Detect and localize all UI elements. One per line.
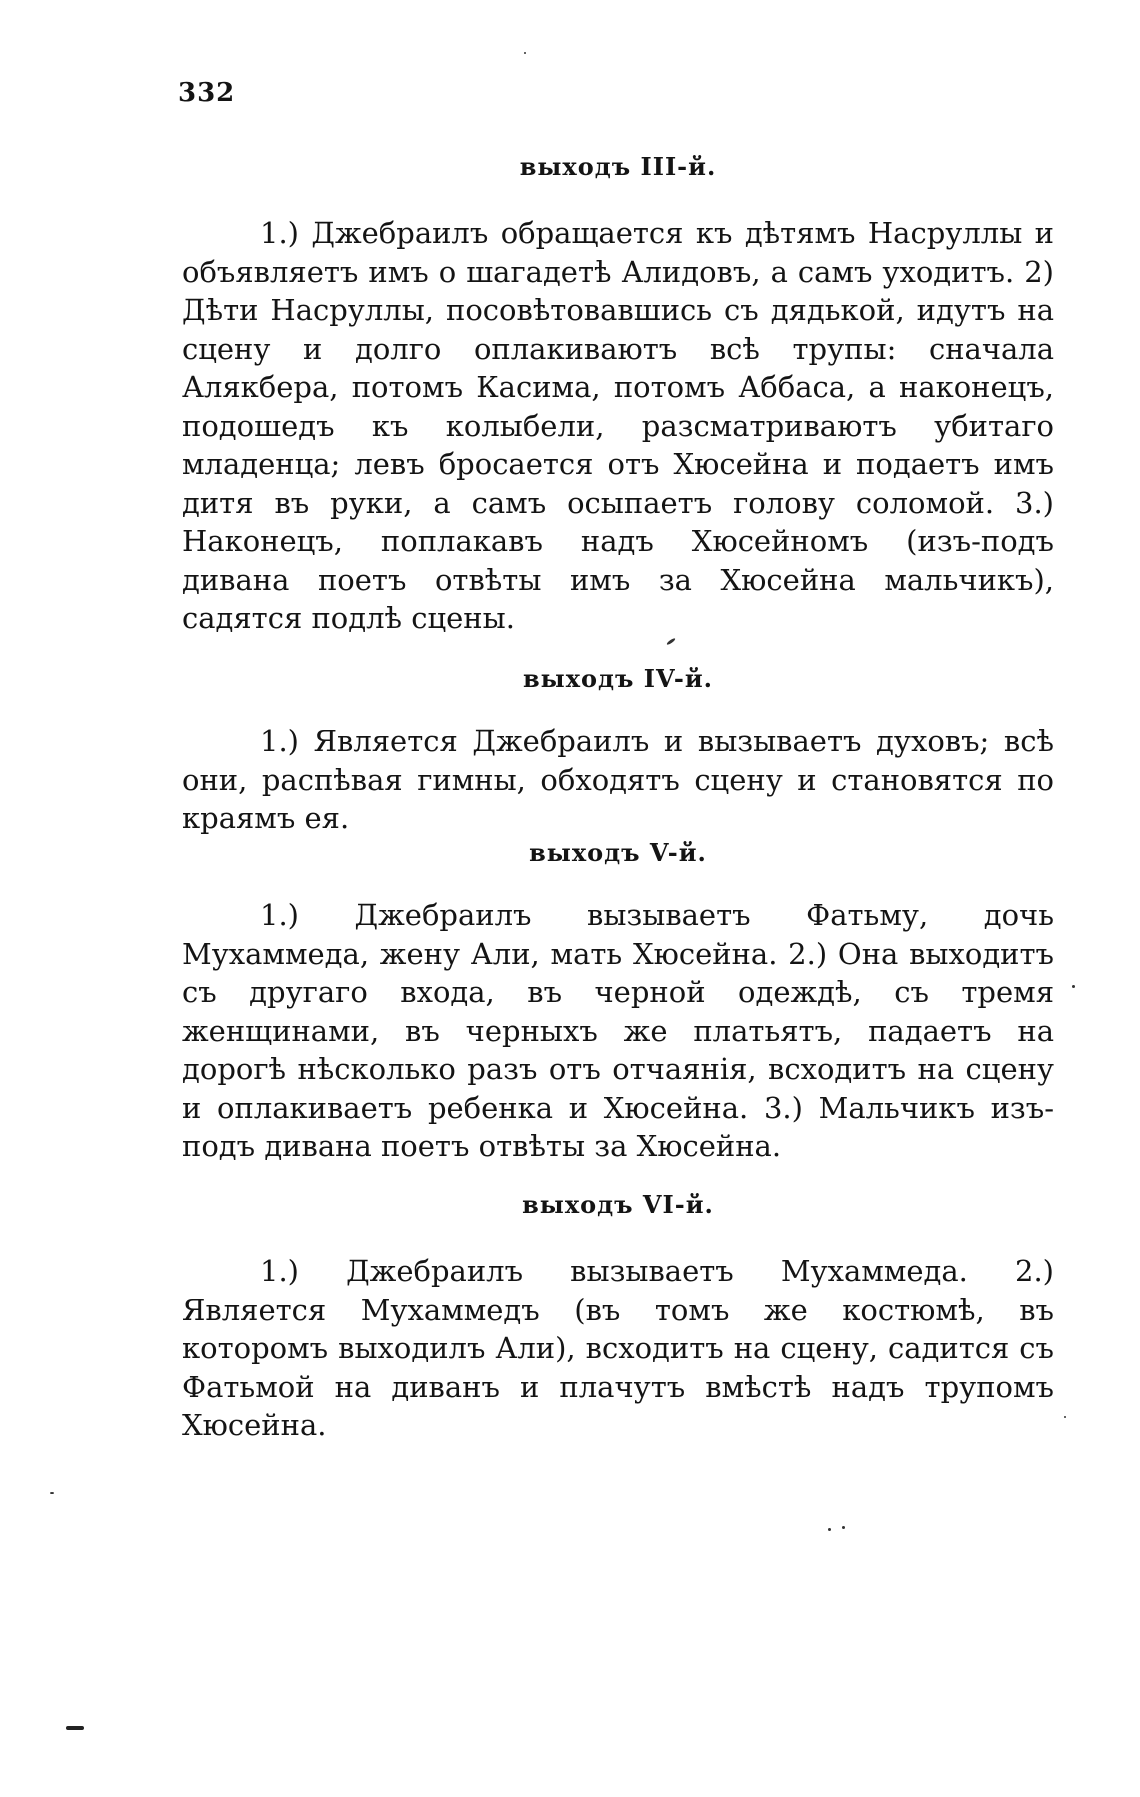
scan-speck xyxy=(524,52,526,54)
section-paragraph: 1.) Джебраилъ обращается къ дѣтямъ Насруллы и объявляетъ имъ о шагадетѣ Алидовъ, а самъ уходитъ. 2) Дѣти Насруллы, посовѣтовавшись съ дядькой, идутъ на сцену и долго оплакиваютъ всѣ трупы: сначала Алякбера, потомъ Касима, потомъ Аббаса, а наконецъ, подошедъ къ колыбели, разсматриваютъ убитаго младенца; левъ бросается отъ Хюсейна и подаетъ имъ дитя въ руки, а самъ осыпаетъ голову соломой. 3.) Наконецъ, поплакавъ надъ Хюсейномъ (изъ-подъ дивана поетъ отвѣты имъ за Хюсейна мальчикъ), садятся подлѣ сцены. xyxy=(182,216,1054,635)
scan-speck xyxy=(50,1492,54,1494)
section-heading: выходъ IV-й. xyxy=(522,664,714,693)
section-paragraph: 1.) Является Джебраилъ и вызываетъ духовъ; всѣ они, распѣвая гимны, обходятъ сцену и становятся по краямъ ея. xyxy=(182,724,1054,835)
scan-speck xyxy=(1072,985,1075,988)
section-heading: выходъ III-й. xyxy=(519,152,717,181)
page-number: 332 xyxy=(178,78,236,108)
scan-speck xyxy=(666,637,676,645)
section-heading: выходъ VI-й. xyxy=(522,1190,714,1219)
section-exit-4 xyxy=(182,664,1054,838)
section-exit-3 xyxy=(182,152,1054,638)
section-exit-5 xyxy=(182,838,1054,1166)
section-paragraph: 1.) Джебраилъ вызываетъ Фатьму, дочь Мухаммеда, жену Али, мать Хюсейна. 2.) Она выходитъ съ другаго входа, въ черной одеждѣ, съ тремя женщинами, въ черныхъ же платьятъ, падаетъ на дорогѣ нѣсколько разъ отъ отчаянія, всходитъ на сцену и оплакиваетъ ребенка и Хюсейна. 3.) Мальчикъ изъ-подъ дивана поетъ отвѣты за Хюсейна. xyxy=(182,898,1054,1163)
scan-speck xyxy=(1064,1416,1066,1418)
section-paragraph: 1.) Джебраилъ вызываетъ Мухаммеда. 2.) Является Мухаммедъ (въ томъ же костюмѣ, въ которомъ выходилъ Али), всходитъ на сцену, садится съ Фатьмой на диванъ и плачутъ вмѣстѣ надъ трупомъ Хюсейна. xyxy=(182,1254,1054,1442)
scan-speck xyxy=(66,1726,84,1730)
section-heading: выходъ V-й. xyxy=(529,838,707,867)
scan-speck xyxy=(828,1528,831,1531)
scan-speck xyxy=(842,1526,845,1529)
section-exit-6 xyxy=(182,1190,1054,1445)
